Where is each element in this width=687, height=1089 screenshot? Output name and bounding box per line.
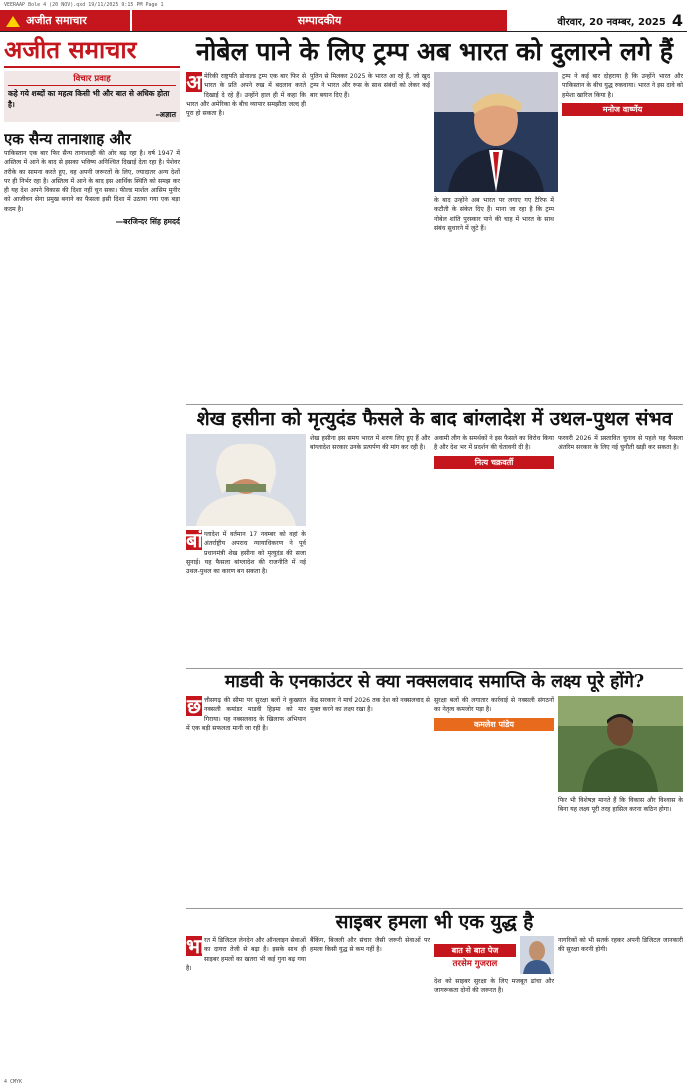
story2-col4: [558, 434, 683, 666]
columnist-box: [434, 936, 554, 974]
thought-box-title: विचार प्रवाह: [8, 73, 176, 86]
print-footer: 4 CMYK: [4, 1079, 23, 1085]
story4-col2: [310, 936, 430, 1076]
story1-col2: [310, 72, 430, 402]
story3-col3: [434, 696, 554, 906]
story3-headline: माडवी के एनकाउंटर से क्या नक्सलवाद समाप्ति के लक्ष्य पूरे होंगे?: [186, 668, 683, 694]
brand-title: अजीत समाचार: [4, 36, 180, 68]
masthead: [0, 10, 687, 32]
editorial-body: [4, 149, 180, 214]
columnist-label-block: [434, 941, 516, 970]
hasina-photo: [186, 434, 306, 526]
editorial-text: पाकिस्तान एक बार फिर सैन्य तानाशाही की ओर बढ़ रहा है। वर्ष 1947 में अस्तित्व में आने के बाद से इसका भविष्य अनिश्चित दिखाई देता रहा है। पेशेवर तरीके का सामना करते हुए, वह अपनी जरूरतों के लिए, ज्यादातर अन्य देशों पर ही निर्भर रहा है। अस्तित्व में आने के बाद इस आर्थिक स्थिति को समझ कर ही यह देश अपने विकास की दिशा नहीं चुन सका। फील्ड मार्शल आसिम मुनीर को आजीवन सेना प्रमुख बनाने का फैसला इसी दिशा में उठाया गया एक बड़ा कदम है।: [4, 150, 180, 213]
editorial-headline: एक सैन्य तानाशाह और: [4, 130, 131, 148]
story3-col4: [558, 796, 683, 906]
editorial-byline: —बरजिन्दर सिंह हमदर्द: [115, 217, 180, 227]
story2-col2: [310, 434, 430, 666]
columnist-avatar-icon: [520, 936, 554, 974]
story4-headline: साइबर हमला भी एक युद्ध है: [186, 908, 683, 934]
story1-col4: [562, 72, 683, 402]
thought-box: [4, 71, 180, 122]
story3-text-2: केंद्र सरकार ने मार्च 2026 तक देश को नक्सलवाद से मुक्त करने का लक्ष्य रखा है।: [310, 697, 430, 714]
story1-headline: नोबेल पाने के लिए ट्रम्प अब भारत को दुलारने लगे हैं: [195, 37, 674, 66]
story4-author: तरसेम गुजराल: [452, 959, 498, 969]
story2-col1: [186, 530, 306, 666]
story3-dropcap: छ: [186, 696, 202, 718]
story4-dropcap: भा: [186, 936, 206, 958]
page-number: 4: [671, 11, 683, 30]
story2-headline: शेख हसीना को मृत्युदंड फैसले के बाद बांग्लादेश में उथल-पुथल संभव: [186, 404, 683, 432]
story1-text-2: पुतिन से मिलकर 2025 के भारत आ रहे हैं, जो खुद ट्रम्प ने भारत और रूस के साथ संबंधों को लेकर कई बार बयान दिए हैं।: [310, 73, 430, 99]
thought-quote: कहे गये शब्दों का महत्व किसी भी और बात से अधिक होता है।: [8, 89, 170, 109]
story3-text-1: त्तीसगढ़ की सीमा पर सुरक्षा बलों ने कुख्यात नक्सली कमांडर माडवी हिड़मा को मार गिराया। यह नक्सलवाद के खिलाफ अभियान में एक बड़ी सफलता मानी जा रही है।: [186, 697, 306, 732]
issue-date: वीरवार, 20 नवम्बर, 2025: [557, 16, 666, 28]
story3-text-4: फिर भी विशेषज्ञ मानते हैं कि विकास और विश्वास के बिना यह लक्ष्य पूरी तरह हासिल करना कठिन होगा।: [558, 797, 683, 814]
left-column: [4, 36, 180, 1076]
portrait-image-icon: [186, 434, 306, 526]
story3: [186, 696, 683, 906]
trump-photo: [434, 72, 558, 192]
story3-col2: [310, 696, 430, 906]
portrait-image-icon: [558, 696, 683, 792]
story4-col4: [558, 936, 683, 1076]
story2-text-4: फरवरी 2026 में प्रस्तावित चुनाव से पहले यह फैसला अंतरिम सरकार के लिए नई चुनौती खड़ी कर सकता है।: [558, 435, 683, 452]
section-left-label: अजीत समाचार: [26, 14, 87, 27]
madvi-photo: [558, 696, 683, 792]
story2-text-2: शेख हसीना इस समय भारत में शरण लिए हुए हैं और बांग्लादेश सरकार उनके प्रत्यर्पण की मांग कर रही है।: [310, 435, 430, 452]
story4: [186, 936, 683, 1076]
story4-author-label: बात से बात पेज: [434, 944, 516, 957]
story3-col1: [186, 696, 306, 906]
story4-text-4: नागरिकों को भी सतर्क रहकर अपनी डिजिटल जानकारी की सुरक्षा करनी होगी।: [558, 937, 683, 954]
story2-col3: [434, 434, 554, 666]
story4-text-1: रत में डिजिटल लेनदेन और ऑनलाइन सेवाओं का दायरा तेजी से बढ़ा है। इसके साथ ही साइबर हमलों का खतरा भी कई गुना बढ़ गया है।: [186, 937, 306, 972]
story1-text-4: ट्रम्प ने कई बार दोहराया है कि उन्होंने भारत और पाकिस्तान के बीच युद्ध रुकवाया। भारत ने इस दावे को हमेशा खारिज किया है।: [562, 73, 683, 99]
story3-text-3: सुरक्षा बलों की लगातार कार्रवाई से नक्सली संगठनों का नेतृत्व कमजोर पड़ा है।: [434, 697, 554, 714]
story4-col1: [186, 936, 306, 1076]
thought-quote-author: –अज्ञात: [155, 110, 176, 119]
story1-col3: [434, 196, 554, 402]
triangle-logo-icon: [6, 14, 20, 28]
story2-text-3: अवामी लीग के समर्थकों ने इस फैसले का विरोध किया है और देश भर में प्रदर्शन की चेतावनी दी है।: [434, 435, 554, 452]
story2-dropcap: बां: [186, 530, 203, 552]
story2-author: नित्य चक्रवर्ती: [434, 456, 554, 469]
story1: [186, 72, 683, 402]
print-slug: VEERAAP Bole 4 (20 NOV).qxd 19/11/2025 9:15 PM Page 1: [4, 2, 164, 8]
masthead-section-left: [0, 10, 130, 31]
portrait-image-icon: [434, 72, 558, 192]
story4-text-2: बैंकिंग, बिजली और संचार जैसी जरूरी सेवाओं पर हमला किसी युद्ध से कम नहीं है।: [310, 937, 430, 954]
story1-dropcap: अ: [186, 72, 202, 94]
story1-col1: [186, 72, 306, 402]
story1-text-3: के बाद उन्होंने अब भारत पर लगाए गए टैरिफ में कटौती के संकेत दिए हैं। माना जा रहा है कि ट्रम्प नोबेल शांति पुरस्कार पाने की चाह में भारत के साथ संबंध सुधारने में जुटे हैं।: [434, 197, 554, 232]
masthead-section-mid: सम्पादकीय: [130, 10, 507, 31]
story4-text-3: देश को साइबर सुरक्षा के लिए मजबूत ढांचा और जागरूकता दोनों की जरूरत है।: [434, 978, 554, 995]
story3-author: कमलेश पांडेय: [434, 718, 554, 731]
story1-author: मनोज वार्ष्णेय: [562, 103, 683, 116]
story2: [186, 434, 683, 666]
story1-text-1: मेरिकी राष्ट्रपति डोनाल्ड ट्रम्प एक बार फिर से भारत के प्रति अपने रुख में बदलाव करते दिखाई दे रहे हैं। उन्होंने हाल ही में कहा कि भारत और अमेरिका के बीच व्यापार समझौता जल्द ही पूरा हो सकता है।: [186, 73, 306, 118]
story2-text-1: ग्लादेश में वर्तमान 17 नवम्बर को वहां के अंतर्राष्ट्रीय अपराध न्यायाधिकरण ने पूर्व प्रधानमंत्री शेख हसीना को मृत्युदंड की सजा सुनाई। यह फैसला बांग्लादेश की राजनीति में नई उथल-पुथल का कारण बन सकता है।: [186, 531, 306, 576]
story4-col3: [434, 936, 554, 1076]
masthead-date-block: [507, 10, 687, 31]
